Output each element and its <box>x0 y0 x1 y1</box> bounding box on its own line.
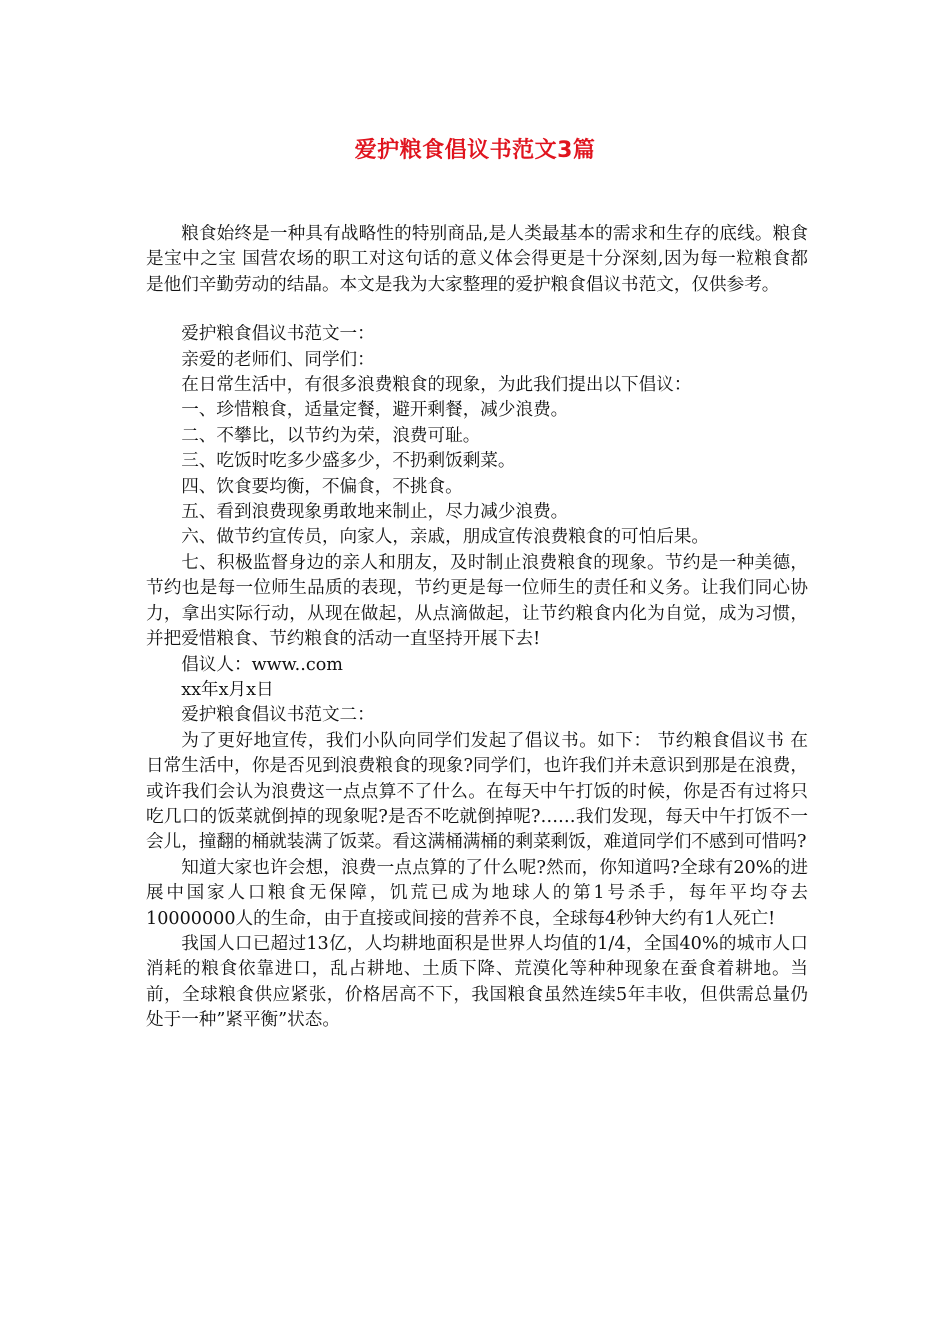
proposal-item: 六、做节约宣传员，向家人，亲戚，朋成宣传浪费粮食的可怕后果。 <box>181 527 710 548</box>
date-line: xx年x月x日 <box>181 679 274 700</box>
paragraph: 在日常生活中，有很多浪费粮食的现象，为此我们提出以下倡议： <box>181 375 692 396</box>
proposal-item: 三、吃饭时吃多少盛多少，不扔剩饭剩菜。 <box>181 451 516 472</box>
proposal-item: 二、不攀比，以节约为荣，浪费可耻。 <box>181 425 481 446</box>
proposal-item: 七、积极监督身边的亲人和朋友，及时制止浪费粮食的现象。节约是一种美德，节约也是每一位师生品质的表现，节约更是每一位师生的责任和义务。让我们同心协力，拿出实际行动，从现在做起，从点滴做起，让节约粮食内化为自觉，成为习惯，并把爱惜粮食、节约粮食的活动一直坚持开展下去! <box>146 552 808 650</box>
salutation: 亲爱的老师们、同学们： <box>181 349 375 370</box>
paragraph: 知道大家也许会想，浪费一点点算的了什么呢?然而，你知道吗?全球有20%的进展中国家人口粮食无保障，饥荒已成为地球人的第1号杀手，每年平均夺去10000000人的生命，由于直接或间接的营养不良，全球每4秒钟大约有1人死亡! <box>146 857 808 929</box>
section-heading-one: 爱护粮食倡议书范文一： <box>181 324 375 345</box>
document-body <box>146 222 808 1034</box>
proposal-item: 一、珍惜粮食，适量定餐，避开剩餐，减少浪费。 <box>181 400 569 421</box>
proposal-item: 五、看到浪费现象勇敢地来制止，尽力减少浪费。 <box>181 502 569 523</box>
proposal-item: 四、饮食要均衡，不偏食，不挑食。 <box>181 476 463 497</box>
section-heading-two: 爱护粮食倡议书范文二： <box>181 705 375 726</box>
paragraph: 为了更好地宣传，我们小队向同学们发起了倡议书。如下： 节约粮食倡议书 在日常生活中，你是否见到浪费粮食的现象?同学们，也许我们并未意识到那是在浪费，或许我们会认为浪费这一点点算不了什么。在每天中午打饭的时候，你是否有过将只吃几口的饭菜就倒掉的现象呢?是否不吃就倒掉呢?……我们发现，每天中午打饭不一会儿，撞翻的桶就装满了饭菜。看这满桶满桶的剩菜剩饭，难道同学们不感到可惜吗? <box>146 730 808 853</box>
document-title: 爱护粮食倡议书范文3篇 <box>354 138 596 163</box>
intro-paragraph: 粮食始终是一种具有战略性的特别商品,是人类最基本的需求和生存的底线。粮食是宝中之宝 国营农场的职工对这句话的意义体会得更是十分深刻,因为每一粒粮食都是他们辛勤劳动的结晶。本文是我为大家整理的爱护粮食倡议书范文，仅供参考。 <box>146 224 808 295</box>
signatory: 倡议人：www..com <box>181 654 343 675</box>
paragraph: 我国人口已超过13亿，人均耕地面积是世界人均值的1/4，全国40%的城市人口消耗的粮食依靠进口，乱占耕地、土质下降、荒漠化等种种现象在蚕食着耕地。当前，全球粮食供应紧张，价格居高不下，我国粮食虽然连续5年丰收，但供需总量仍处于一种”紧平衡”状态。 <box>146 933 808 1031</box>
